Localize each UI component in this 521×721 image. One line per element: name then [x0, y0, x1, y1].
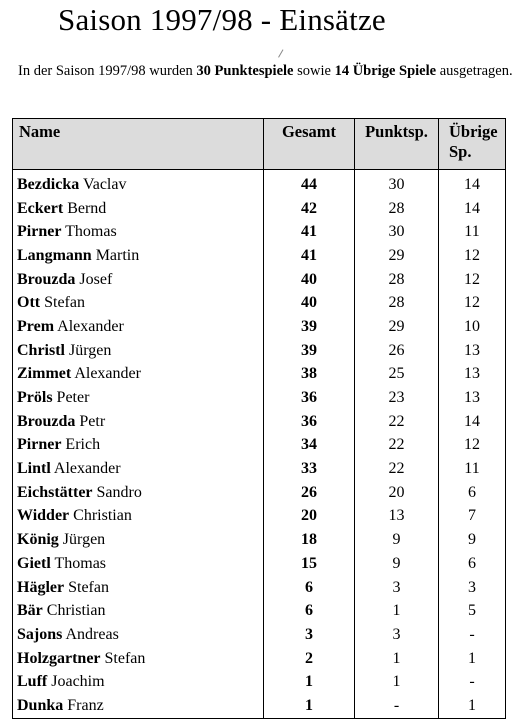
player-name-cell: [13, 694, 264, 718]
player-name-cell: [13, 599, 264, 623]
player-name-cell: [13, 291, 264, 315]
player-name-cell: [13, 244, 264, 268]
player-last-name: Pirner: [17, 436, 62, 454]
table-row: [13, 481, 506, 505]
player-last-name: Bär: [17, 602, 43, 620]
column-header-uebrige-line1: Übrige: [449, 122, 498, 141]
column-header-name: Name: [13, 119, 264, 170]
uebrige-spiele-cell: 11: [439, 220, 506, 244]
punktspiele-cell: 3: [355, 623, 439, 647]
gesamt-cell: 33: [264, 457, 355, 481]
player-last-name: Prem: [17, 317, 55, 335]
table-row: [13, 599, 506, 623]
player-first-name: Alexander: [57, 317, 124, 335]
player-name-cell: [13, 170, 264, 197]
player-name-cell: [13, 552, 264, 576]
column-header-uebrige-spiele: [439, 119, 506, 170]
intro-bold-punktespiele: 30 Punktespiele: [196, 63, 294, 79]
player-last-name: Sajons: [17, 625, 63, 643]
player-last-name: König: [17, 531, 59, 549]
punktspiele-cell: 29: [355, 315, 439, 339]
intro-text-3: ausgetragen.: [436, 63, 513, 79]
punktspiele-cell: 3: [355, 576, 439, 600]
player-name-cell: [13, 434, 264, 458]
player-first-name: Alexander: [74, 365, 141, 383]
player-first-name: Martin: [95, 246, 140, 264]
table-row: [13, 315, 506, 339]
uebrige-spiele-cell: 14: [439, 410, 506, 434]
player-name-cell: [13, 268, 264, 292]
player-name-cell: [13, 363, 264, 387]
punktspiele-cell: 28: [355, 197, 439, 221]
punktspiele-cell: 13: [355, 505, 439, 529]
gesamt-cell: 42: [264, 197, 355, 221]
player-last-name: Widder: [17, 507, 70, 525]
gesamt-cell: 39: [264, 315, 355, 339]
player-name-cell: [13, 410, 264, 434]
punktspiele-cell: 28: [355, 291, 439, 315]
player-first-name: Stefan: [68, 578, 109, 596]
uebrige-spiele-cell: 12: [439, 244, 506, 268]
uebrige-spiele-cell: 14: [439, 170, 506, 197]
uebrige-spiele-cell: 6: [439, 481, 506, 505]
uebrige-spiele-cell: -: [439, 623, 506, 647]
uebrige-spiele-cell: 13: [439, 386, 506, 410]
player-name-cell: [13, 647, 264, 671]
player-first-name: Petr: [79, 412, 106, 430]
player-name-cell: [13, 576, 264, 600]
punktspiele-cell: 23: [355, 386, 439, 410]
page-title: Saison 1997/98 - Einsätze: [58, 2, 386, 37]
player-first-name: Christian: [46, 602, 106, 620]
table-row: [13, 694, 506, 718]
gesamt-cell: 40: [264, 291, 355, 315]
table-row: [13, 291, 506, 315]
punktspiele-cell: 30: [355, 170, 439, 197]
gesamt-cell: 2: [264, 647, 355, 671]
punktspiele-cell: 30: [355, 220, 439, 244]
player-first-name: Erich: [65, 436, 101, 454]
uebrige-spiele-cell: 11: [439, 457, 506, 481]
intro-bold-uebrige-spiele: 14 Übrige Spiele: [334, 63, 437, 79]
punktspiele-cell: 9: [355, 528, 439, 552]
player-name-cell: [13, 386, 264, 410]
table-row: [13, 170, 506, 197]
player-last-name: Lintl: [17, 460, 51, 478]
player-first-name: Joachim: [51, 673, 105, 691]
player-name-cell: [13, 457, 264, 481]
column-header-uebrige-line2: Sp.: [449, 142, 472, 161]
gesamt-cell: 1: [264, 670, 355, 694]
table-row: [13, 623, 506, 647]
uebrige-spiele-cell: 7: [439, 505, 506, 529]
player-first-name: Jürgen: [69, 341, 112, 359]
punktspiele-cell: 1: [355, 599, 439, 623]
punktspiele-cell: 26: [355, 339, 439, 363]
column-header-punktspiele: Punktsp.: [355, 119, 439, 170]
player-first-name: Christian: [73, 507, 132, 525]
player-last-name: Luff: [17, 673, 48, 691]
punktspiele-cell: 9: [355, 552, 439, 576]
uebrige-spiele-cell: 6: [439, 552, 506, 576]
gesamt-cell: 39: [264, 339, 355, 363]
uebrige-spiele-cell: 3: [439, 576, 506, 600]
gesamt-cell: 38: [264, 363, 355, 387]
player-first-name: Andreas: [65, 625, 119, 643]
table-row: [13, 197, 506, 221]
player-last-name: Eichstätter: [17, 483, 93, 501]
gesamt-cell: 34: [264, 434, 355, 458]
uebrige-spiele-cell: 13: [439, 363, 506, 387]
stray-pen-mark: [278, 49, 287, 59]
player-first-name: Stefan: [44, 294, 85, 312]
player-first-name: Vaclav: [82, 175, 127, 193]
player-last-name: Hägler: [17, 578, 65, 596]
table-row: [13, 363, 506, 387]
player-first-name: Josef: [79, 270, 113, 288]
player-name-cell: [13, 315, 264, 339]
player-first-name: Thomas: [65, 223, 117, 241]
table-row: [13, 457, 506, 481]
punktspiele-cell: 1: [355, 647, 439, 671]
punktspiele-cell: -: [355, 694, 439, 718]
player-last-name: Gietl: [17, 554, 51, 572]
punktspiele-cell: 28: [355, 268, 439, 292]
player-name-cell: [13, 670, 264, 694]
player-name-cell: [13, 339, 264, 363]
table-row: [13, 670, 506, 694]
gesamt-cell: 41: [264, 244, 355, 268]
table-row: [13, 339, 506, 363]
uebrige-spiele-cell: 12: [439, 291, 506, 315]
gesamt-cell: 3: [264, 623, 355, 647]
player-last-name: Pröls: [17, 389, 53, 407]
table-row: [13, 647, 506, 671]
punktspiele-cell: 22: [355, 457, 439, 481]
table-row: [13, 268, 506, 292]
uebrige-spiele-cell: 12: [439, 434, 506, 458]
table-row: [13, 552, 506, 576]
gesamt-cell: 15: [264, 552, 355, 576]
player-last-name: Pirner: [17, 223, 62, 241]
gesamt-cell: 26: [264, 481, 355, 505]
player-last-name: Zimmet: [17, 365, 72, 383]
uebrige-spiele-cell: 14: [439, 197, 506, 221]
player-last-name: Christl: [17, 341, 65, 359]
player-name-cell: [13, 220, 264, 244]
player-first-name: Bernd: [67, 199, 107, 217]
gesamt-cell: 6: [264, 576, 355, 600]
intro-text-2: sowie: [293, 63, 335, 79]
intro-paragraph: [18, 62, 518, 80]
player-first-name: Alexander: [53, 460, 121, 478]
table-row: [13, 576, 506, 600]
punktspiele-cell: 22: [355, 410, 439, 434]
player-name-cell: [13, 481, 264, 505]
punktspiele-cell: 22: [355, 434, 439, 458]
gesamt-cell: 6: [264, 599, 355, 623]
player-name-cell: [13, 528, 264, 552]
einsaetze-table: [12, 118, 506, 719]
gesamt-cell: 44: [264, 170, 355, 197]
table-row: [13, 244, 506, 268]
gesamt-cell: 36: [264, 410, 355, 434]
column-header-gesamt: Gesamt: [264, 119, 355, 170]
player-first-name: Sandro: [96, 483, 142, 501]
player-first-name: Jürgen: [62, 531, 106, 549]
player-name-cell: [13, 505, 264, 529]
player-last-name: Brouzda: [17, 412, 76, 430]
player-last-name: Brouzda: [17, 270, 76, 288]
table-row: [13, 505, 506, 529]
punktspiele-cell: 25: [355, 363, 439, 387]
table-header-row: [13, 119, 506, 170]
gesamt-cell: 18: [264, 528, 355, 552]
player-last-name: Ott: [17, 294, 41, 312]
table-row: [13, 386, 506, 410]
player-first-name: Franz: [67, 696, 104, 714]
uebrige-spiele-cell: 13: [439, 339, 506, 363]
uebrige-spiele-cell: -: [439, 670, 506, 694]
player-name-cell: [13, 623, 264, 647]
player-last-name: Dunka: [17, 696, 64, 714]
player-name-cell: [13, 197, 264, 221]
uebrige-spiele-cell: 5: [439, 599, 506, 623]
table-body: [13, 170, 506, 719]
player-last-name: Holzgartner: [17, 649, 101, 667]
gesamt-cell: 1: [264, 694, 355, 718]
table-row: [13, 220, 506, 244]
intro-text-1: In der Saison 1997/98 wurden: [18, 63, 197, 79]
table-row: [13, 434, 506, 458]
uebrige-spiele-cell: 9: [439, 528, 506, 552]
punktspiele-cell: 29: [355, 244, 439, 268]
player-last-name: Eckert: [17, 199, 64, 217]
uebrige-spiele-cell: 1: [439, 694, 506, 718]
uebrige-spiele-cell: 10: [439, 315, 506, 339]
gesamt-cell: 40: [264, 268, 355, 292]
player-last-name: Bezdicka: [17, 175, 80, 193]
player-first-name: Thomas: [54, 554, 107, 572]
gesamt-cell: 20: [264, 505, 355, 529]
player-first-name: Stefan: [104, 649, 146, 667]
table-row: [13, 410, 506, 434]
gesamt-cell: 41: [264, 220, 355, 244]
uebrige-spiele-cell: 12: [439, 268, 506, 292]
player-first-name: Peter: [56, 389, 90, 407]
punktspiele-cell: 20: [355, 481, 439, 505]
uebrige-spiele-cell: 1: [439, 647, 506, 671]
player-last-name: Langmann: [17, 246, 92, 264]
gesamt-cell: 36: [264, 386, 355, 410]
table-row: [13, 528, 506, 552]
punktspiele-cell: 1: [355, 670, 439, 694]
